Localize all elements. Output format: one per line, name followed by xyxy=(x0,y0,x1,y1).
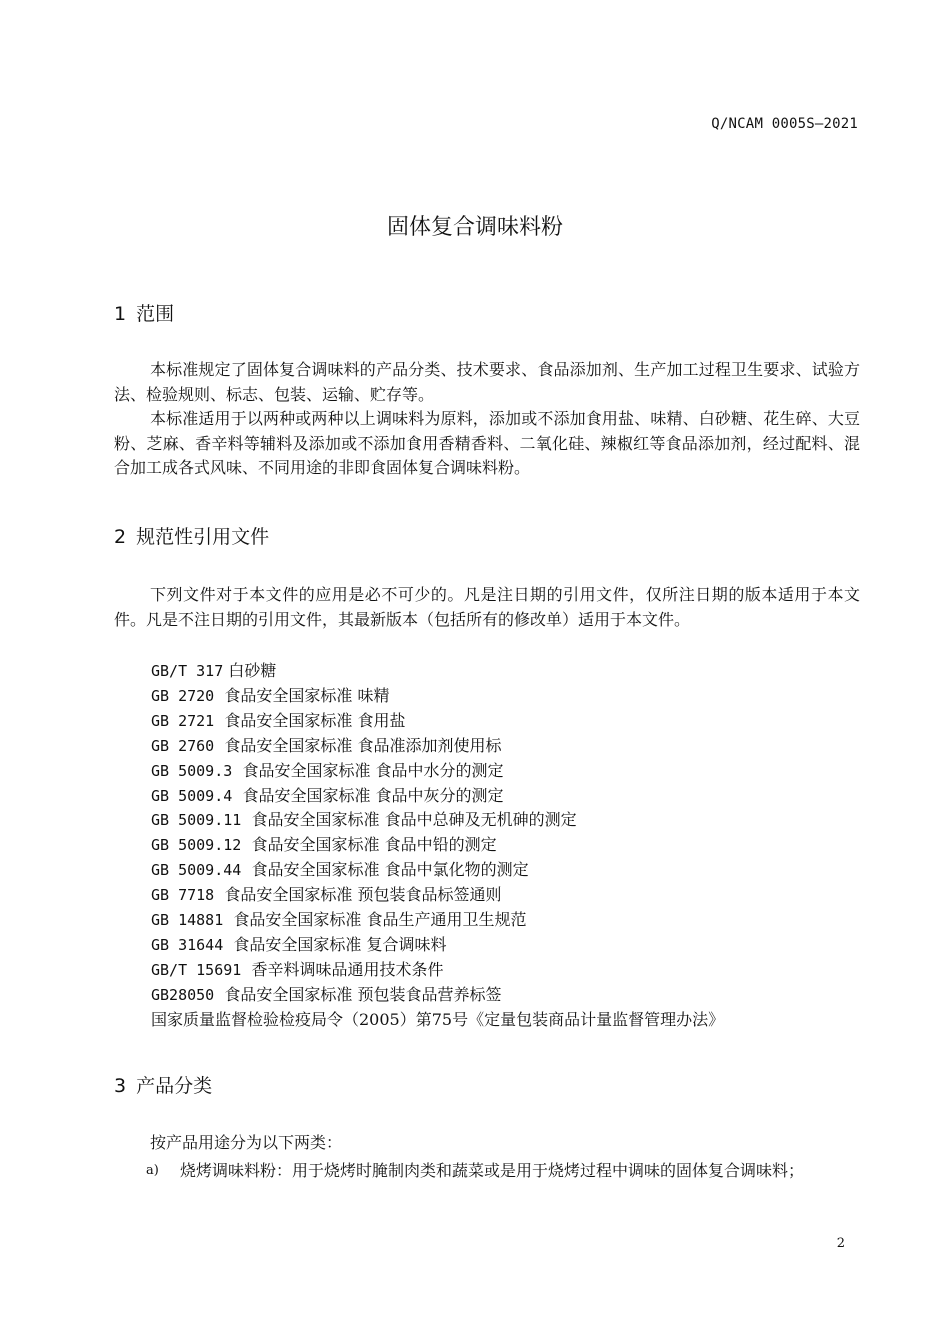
reference-title: 食品安全国家标准 味精 xyxy=(224,685,390,705)
reference-item xyxy=(151,833,724,858)
reference-title: 白砂糖 xyxy=(228,661,277,680)
reference-title: 国家质量监督检验检疫局令（2005）第75号《定量包装商品计量监督管理办法》 xyxy=(151,1009,725,1029)
reference-item xyxy=(151,983,724,1008)
reference-code: GB/T 317 xyxy=(151,662,224,680)
reference-item xyxy=(151,1008,724,1033)
reference-item xyxy=(151,659,724,684)
reference-code: GB 5009.4 xyxy=(151,786,233,805)
reference-list xyxy=(151,659,724,1033)
reference-title: 食品安全国家标准 预包装食品营养标签 xyxy=(224,984,502,1004)
reference-title: 食品安全国家标准 食品中水分的测定 xyxy=(242,760,504,780)
reference-title: 食品安全国家标准 食品生产通用卫生规范 xyxy=(233,910,527,930)
scope-paragraph-2: 本标准适用于以两种或两种以上调味料为原料，添加或不添加食用盐、味精、白砂糖、花生碎、大豆粉、芝麻、香辛料等辅料及添加或不添加食用香精香料、二氧化硅、辣椒红等食品添加剂，经过配料、混合加工成各式风味、不同用途的非即食固体复合调味料粉。 xyxy=(114,409,860,477)
reference-code: GB28050 xyxy=(151,985,215,1004)
reference-code: GB/T 15691 xyxy=(151,960,242,979)
reference-item xyxy=(151,709,724,734)
section-heading-product-classification xyxy=(114,1071,212,1098)
reference-item xyxy=(151,933,724,958)
reference-item xyxy=(151,958,724,983)
section-number: 1 xyxy=(114,303,127,325)
document-code: Q/NCAM 0005S—2021 xyxy=(711,116,858,132)
section-number: 3 xyxy=(114,1075,127,1097)
reference-code: GB 7718 xyxy=(151,886,215,905)
reference-title: 食品安全国家标准 复合调味料 xyxy=(233,934,447,954)
reference-item xyxy=(151,734,724,759)
reference-code: GB 5009.3 xyxy=(151,761,233,780)
section-heading-scope xyxy=(114,299,174,326)
reference-code: GB 5009.11 xyxy=(151,811,242,830)
reference-code: GB 31644 xyxy=(151,935,224,954)
list-item-text: 烧烤调味料粉：用于烧烤时腌制肉类和蔬菜或是用于烧烤过程中调味的固体复合调味料； xyxy=(180,1161,805,1180)
document-title: 固体复合调味料粉 xyxy=(386,215,563,240)
section-heading-normative-references xyxy=(114,522,269,549)
reference-title: 食品安全国家标准 食品中氯化物的测定 xyxy=(251,860,529,880)
reference-code: GB 2760 xyxy=(151,736,215,755)
reference-title: 食品安全国家标准 食品中总砷及无机砷的测定 xyxy=(251,810,577,830)
reference-title: 食品安全国家标准 食用盐 xyxy=(224,710,406,730)
reference-title: 食品安全国家标准 食品中铅的测定 xyxy=(251,835,497,855)
reference-code: GB 5009.44 xyxy=(151,861,242,880)
reference-code: GB 2720 xyxy=(151,686,215,705)
reference-item xyxy=(151,908,724,933)
reference-code: GB 2721 xyxy=(151,711,215,730)
reference-title: 香辛料调味品通用技术条件 xyxy=(251,959,444,979)
classification-list-item xyxy=(146,1158,860,1183)
reference-title: 食品安全国家标准 食品准添加剂使用标 xyxy=(224,735,502,755)
references-paragraph: 下列文件对于本文件的应用是必不可少的。凡是注日期的引用文件，仅所注日期的版本适用于本文件。凡是不注日期的引用文件，其最新版本（包括所有的修改单）适用于本文件。 xyxy=(114,585,860,629)
reference-item xyxy=(151,684,724,709)
classification-intro: 按产品用途分为以下两类： xyxy=(150,1133,343,1152)
section-title: 范围 xyxy=(136,303,175,325)
scope-paragraph-1: 本标准规定了固体复合调味料的产品分类、技术要求、食品添加剂、生产加工过程卫生要求、试验方法、检验规则、标志、包装、运输、贮存等。 xyxy=(114,360,860,404)
reference-title: 食品安全国家标准 食品中灰分的测定 xyxy=(242,785,504,805)
reference-code: GB 5009.12 xyxy=(151,836,242,855)
section-title: 产品分类 xyxy=(136,1075,213,1097)
section-number: 2 xyxy=(114,526,127,548)
reference-item xyxy=(151,883,724,908)
reference-item xyxy=(151,759,724,784)
reference-item xyxy=(151,784,724,809)
section-title: 规范性引用文件 xyxy=(136,526,270,548)
reference-item xyxy=(151,808,724,833)
reference-code: GB 14881 xyxy=(151,911,224,930)
reference-title: 食品安全国家标准 预包装食品标签通则 xyxy=(224,885,502,905)
list-marker: a) xyxy=(146,1163,159,1178)
reference-item xyxy=(151,858,724,883)
page-number: 2 xyxy=(836,1236,845,1251)
